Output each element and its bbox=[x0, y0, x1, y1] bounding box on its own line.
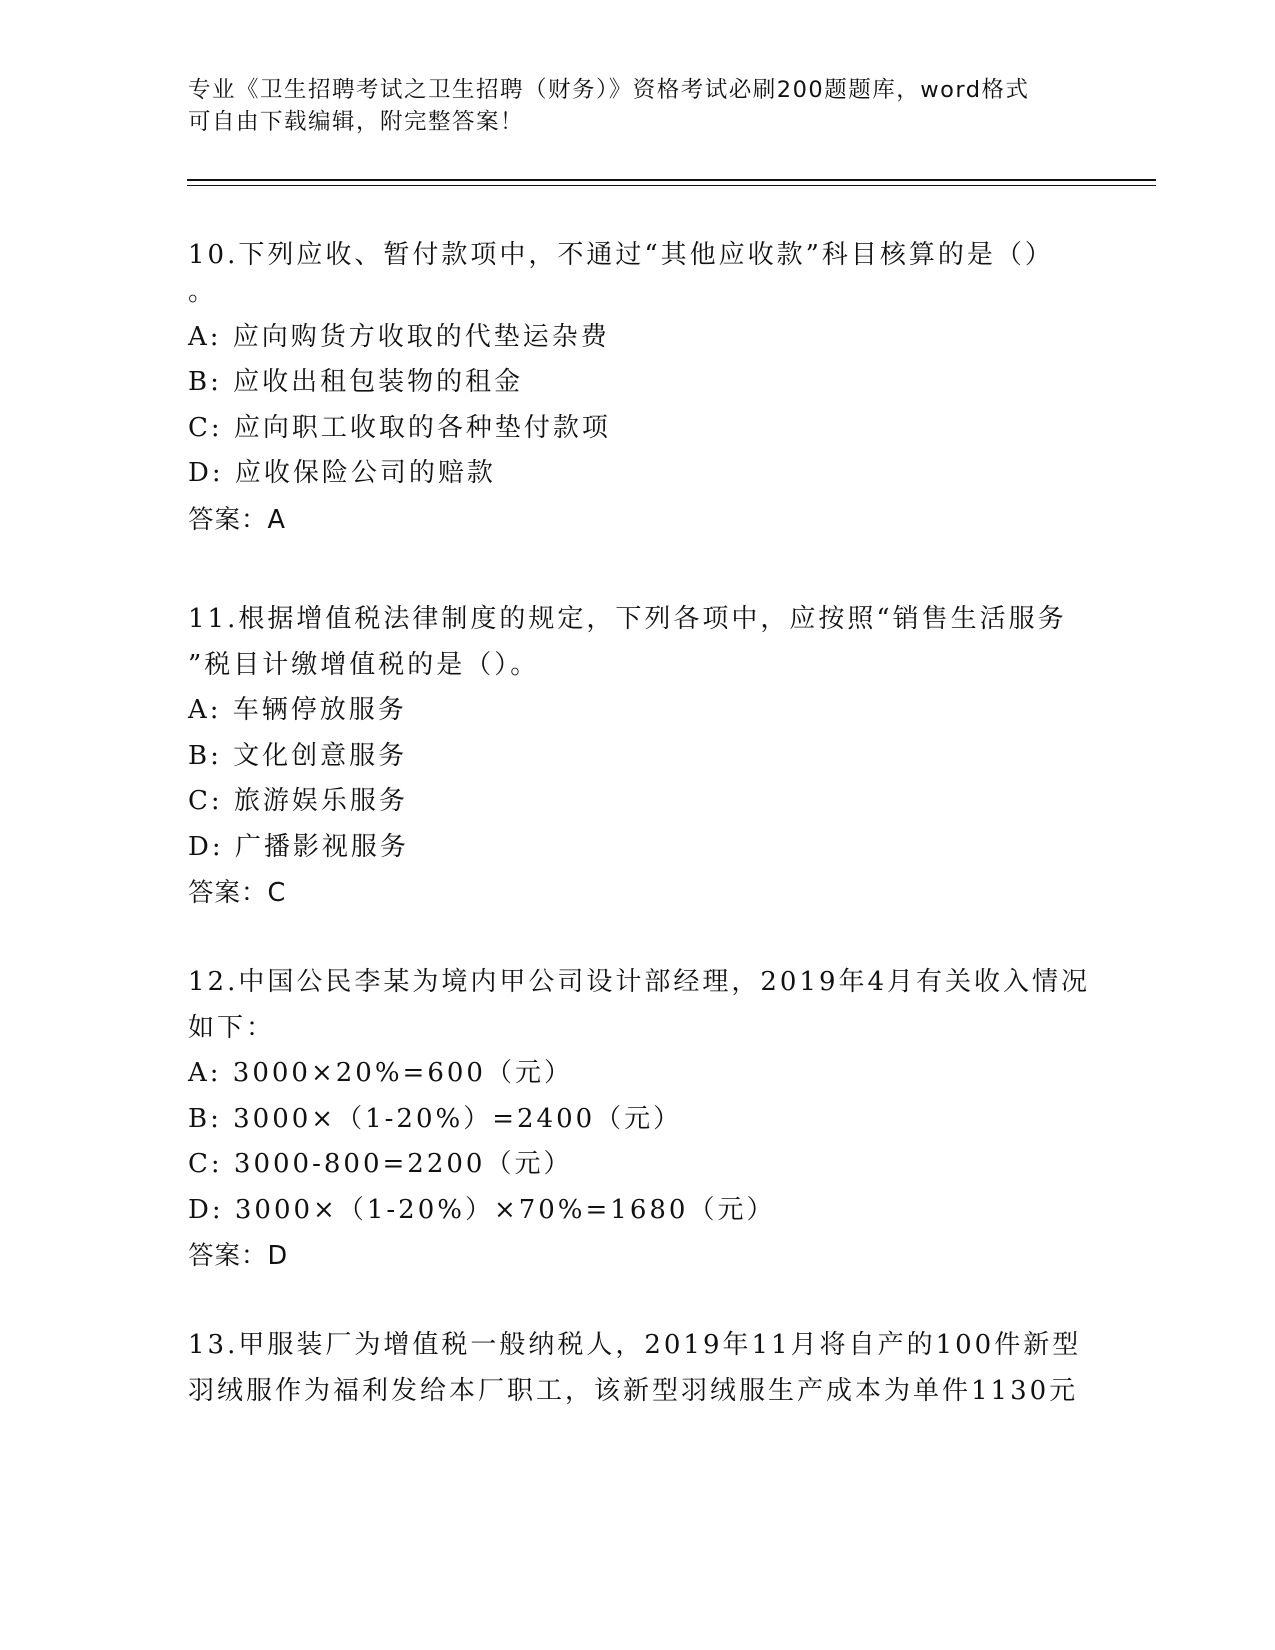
question-11 bbox=[188, 597, 1088, 916]
question-12 bbox=[188, 960, 1091, 1279]
question-stem-line: 10.下列应收、暂付款项中，不通过“其他应收款”科目核算的是（） bbox=[188, 240, 1054, 270]
question-stem-line: 如下： bbox=[188, 1012, 276, 1043]
question-stem-line: 羽绒服作为福利发给本厂职工，该新型羽绒服生产成本为单件1130元 bbox=[188, 1375, 1079, 1406]
header-line-2: 可自由下载编辑，附完整答案！ bbox=[188, 109, 525, 135]
header-divider-thin bbox=[187, 185, 1156, 186]
option-a: A: 应向购货方收取的代垫运杂费 bbox=[188, 321, 610, 352]
option-d: D: 3000×（1-20%）×70%=1680（元） bbox=[188, 1194, 776, 1225]
question-13 bbox=[188, 1323, 1088, 1414]
question-stem-line: 。 bbox=[188, 276, 218, 307]
option-b: B: 应收出租包装物的租金 bbox=[188, 367, 524, 397]
answer-text: 答案：A bbox=[188, 504, 286, 535]
option-a: A: 3000×20%=600（元） bbox=[188, 1058, 573, 1088]
header-line-1: 专业《卫生招聘考试之卫生招聘（财务）》资格考试必刷200题题库，word格式 bbox=[188, 77, 1030, 103]
header-divider-thick bbox=[187, 179, 1156, 181]
option-c: C: 旅游娱乐服务 bbox=[188, 786, 408, 816]
option-b: B: 3000×（1-20%）=2400（元） bbox=[188, 1103, 683, 1134]
answer-text: 答案：C bbox=[188, 878, 287, 908]
option-d: D: 广播影视服务 bbox=[188, 831, 409, 862]
answer-text: 答案：D bbox=[188, 1241, 289, 1271]
option-c: C: 应向职工收取的各种垫付款项 bbox=[188, 412, 611, 443]
option-c: C: 3000-800=2200（元） bbox=[188, 1149, 573, 1179]
option-a: A: 车辆停放服务 bbox=[188, 695, 407, 725]
question-stem-line: 12.中国公民李某为境内甲公司设计部经理，2019年4月有关收入情况 bbox=[188, 967, 1091, 997]
document-header bbox=[188, 74, 1088, 138]
option-d: D: 应收保险公司的赔款 bbox=[188, 458, 496, 488]
option-b: B: 文化创意服务 bbox=[188, 740, 408, 771]
question-stem-line: ”税目计缴增值税的是（）。 bbox=[188, 649, 540, 680]
question-10 bbox=[188, 233, 1088, 543]
question-stem-line: 11.根据增值税法律制度的规定，下列各项中，应按照“销售生活服务 bbox=[188, 604, 1067, 634]
question-stem-line: 13.甲服装厂为增值税一般纳税人，2019年11月将自产的100件新型 bbox=[188, 1330, 1082, 1360]
